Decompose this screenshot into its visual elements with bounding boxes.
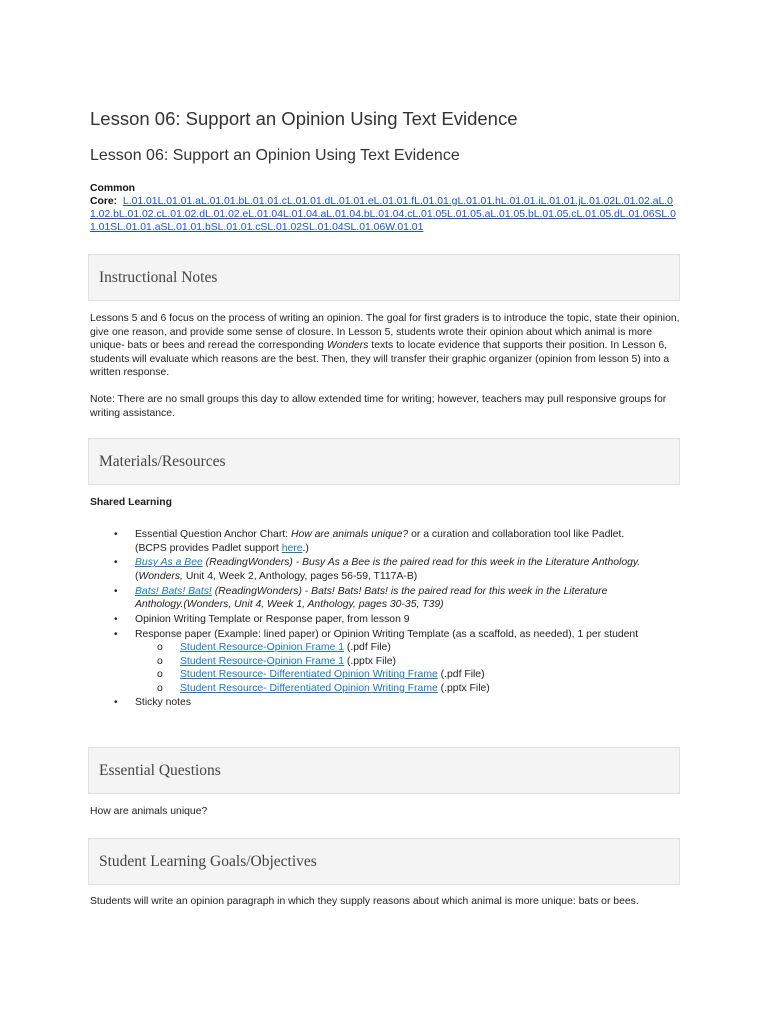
list-item: o Student Resource-Opinion Frame 1 (.pptx File) bbox=[157, 655, 396, 667]
list-item: o Student Resource- Differentiated Opinion Writing Frame (.pdf File) bbox=[157, 669, 485, 681]
list-item: • Busy As a Bee (ReadingWonders) - Busy As a Bee is the paired read for this week in the Literature Anthology. (Wonders, Unit 4, Week 2, Anthology, pages 56-59, T117A-B) bbox=[135, 556, 655, 583]
instructional-notes-paragraph: Lessons 5 and 6 focus on the process of writing an opinion. The goal for first graders is to introduce the topic, state their opinion, give one reason, and provide some sense of closure. In Lesson 5, students wrote their opinion about which animal is more unique- bats or bees and reread the corresponding Wonders texts to locate evidence that supports their position. In Lesson 6, students will evaluate which reasons are the best. Then, they will transfer their graphic organizer (opinion from lesson 5) into a written response. bbox=[90, 313, 680, 378]
common-core-standards bbox=[90, 182, 680, 234]
list-item: • Sticky notes bbox=[135, 696, 655, 710]
list-item: o Student Resource-Opinion Frame 1 (.pdf File) bbox=[157, 642, 391, 654]
differentiated-frame-pptx-link[interactable]: Student Resource- Differentiated Opinion Writing Frame bbox=[180, 682, 438, 694]
padlet-support-link[interactable]: here bbox=[281, 542, 303, 554]
opinion-frame-pdf-link[interactable]: Student Resource-Opinion Frame 1 bbox=[180, 642, 345, 654]
busy-as-a-bee-link[interactable]: Busy As a Bee bbox=[135, 557, 203, 569]
section-header-instructional-notes: Instructional Notes bbox=[88, 254, 680, 301]
section-header-learning-goals: Student Learning Goals/Objectives bbox=[88, 838, 680, 885]
learning-goals-text: Students will write an opinion paragraph in which they supply reasons about which animal is more unique: bats or bees. bbox=[90, 896, 639, 907]
section-header-essential-questions: Essential Questions bbox=[88, 747, 680, 794]
list-item: • Response paper (Example: lined paper) or Opinion Writing Template (as a scaffold, as needed), 1 per student o Student Resource-Opinion Frame 1 (.pdf File) o Student Resource-Opinion Frame 1 (.pptx File) o Student Resource- Differentiated Opinion Writing Frame (.pdf File) o Student Resource- Differentiated Opinion Writing Frame (.pptx File) bbox=[135, 628, 655, 696]
list-item: • Bats! Bats! Bats! (ReadingWonders) - Bats! Bats! Bats! is the paired read for this week in the Literature Anthology.(Wonders, Unit 4, Week 1, Anthology, pages 30-35, T39) bbox=[135, 585, 655, 612]
lesson-subtitle: Lesson 06: Support an Opinion Using Text Evidence bbox=[90, 147, 460, 164]
page-title: Lesson 06: Support an Opinion Using Text Evidence bbox=[90, 108, 518, 129]
list-item: • Opinion Writing Template or Response paper, from lesson 9 bbox=[135, 613, 655, 627]
shared-learning-label: Shared Learning bbox=[90, 497, 172, 508]
essential-question-text: How are animals unique? bbox=[90, 806, 208, 817]
differentiated-frame-pdf-link[interactable]: Student Resource- Differentiated Opinion Writing Frame bbox=[180, 669, 438, 681]
list-item: • Essential Question Anchor Chart: How are animals unique? or a curation and collaboration tool like Padlet. (BCPS provides Padlet support here.) bbox=[135, 528, 655, 555]
student-resources-list bbox=[135, 641, 655, 695]
section-header-materials: Materials/Resources bbox=[88, 438, 680, 485]
instructional-notes-note: Note: There are no small groups this day to allow extended time for writing; however, teachers may pull responsive groups for writing assistance. bbox=[90, 394, 667, 419]
common-core-codes-link[interactable]: L.01.01L.01.01.aL.01.01.bL.01.01.cL.01.01.dL.01.01.eL.01.01.fL.01.01.gL.01.01.hL.01.01.iL.01.01.jL.01.02L.01.02.aL.01.02.bL.01.02.cL.01.02.dL.01.02.eL.01.04L.01.04.aL.01.04.bL.01.04.cL.01.05L.01.05.aL.01.05.bL.01.05.cL.01.05.dL.01.06SL.01.01SL.01.01.aSL.01.01.bSL.01.01.cSL.01.02SL.01.04SL.01.06W.01.01 bbox=[90, 196, 676, 233]
bats-bats-bats-link[interactable]: Bats! Bats! Bats! bbox=[135, 585, 212, 597]
common-core-label: Common Core: bbox=[90, 183, 136, 207]
opinion-frame-pptx-link[interactable]: Student Resource-Opinion Frame 1 bbox=[180, 655, 345, 667]
list-item: o Student Resource- Differentiated Opinion Writing Frame (.pptx File) bbox=[157, 682, 490, 694]
materials-list bbox=[135, 528, 655, 711]
